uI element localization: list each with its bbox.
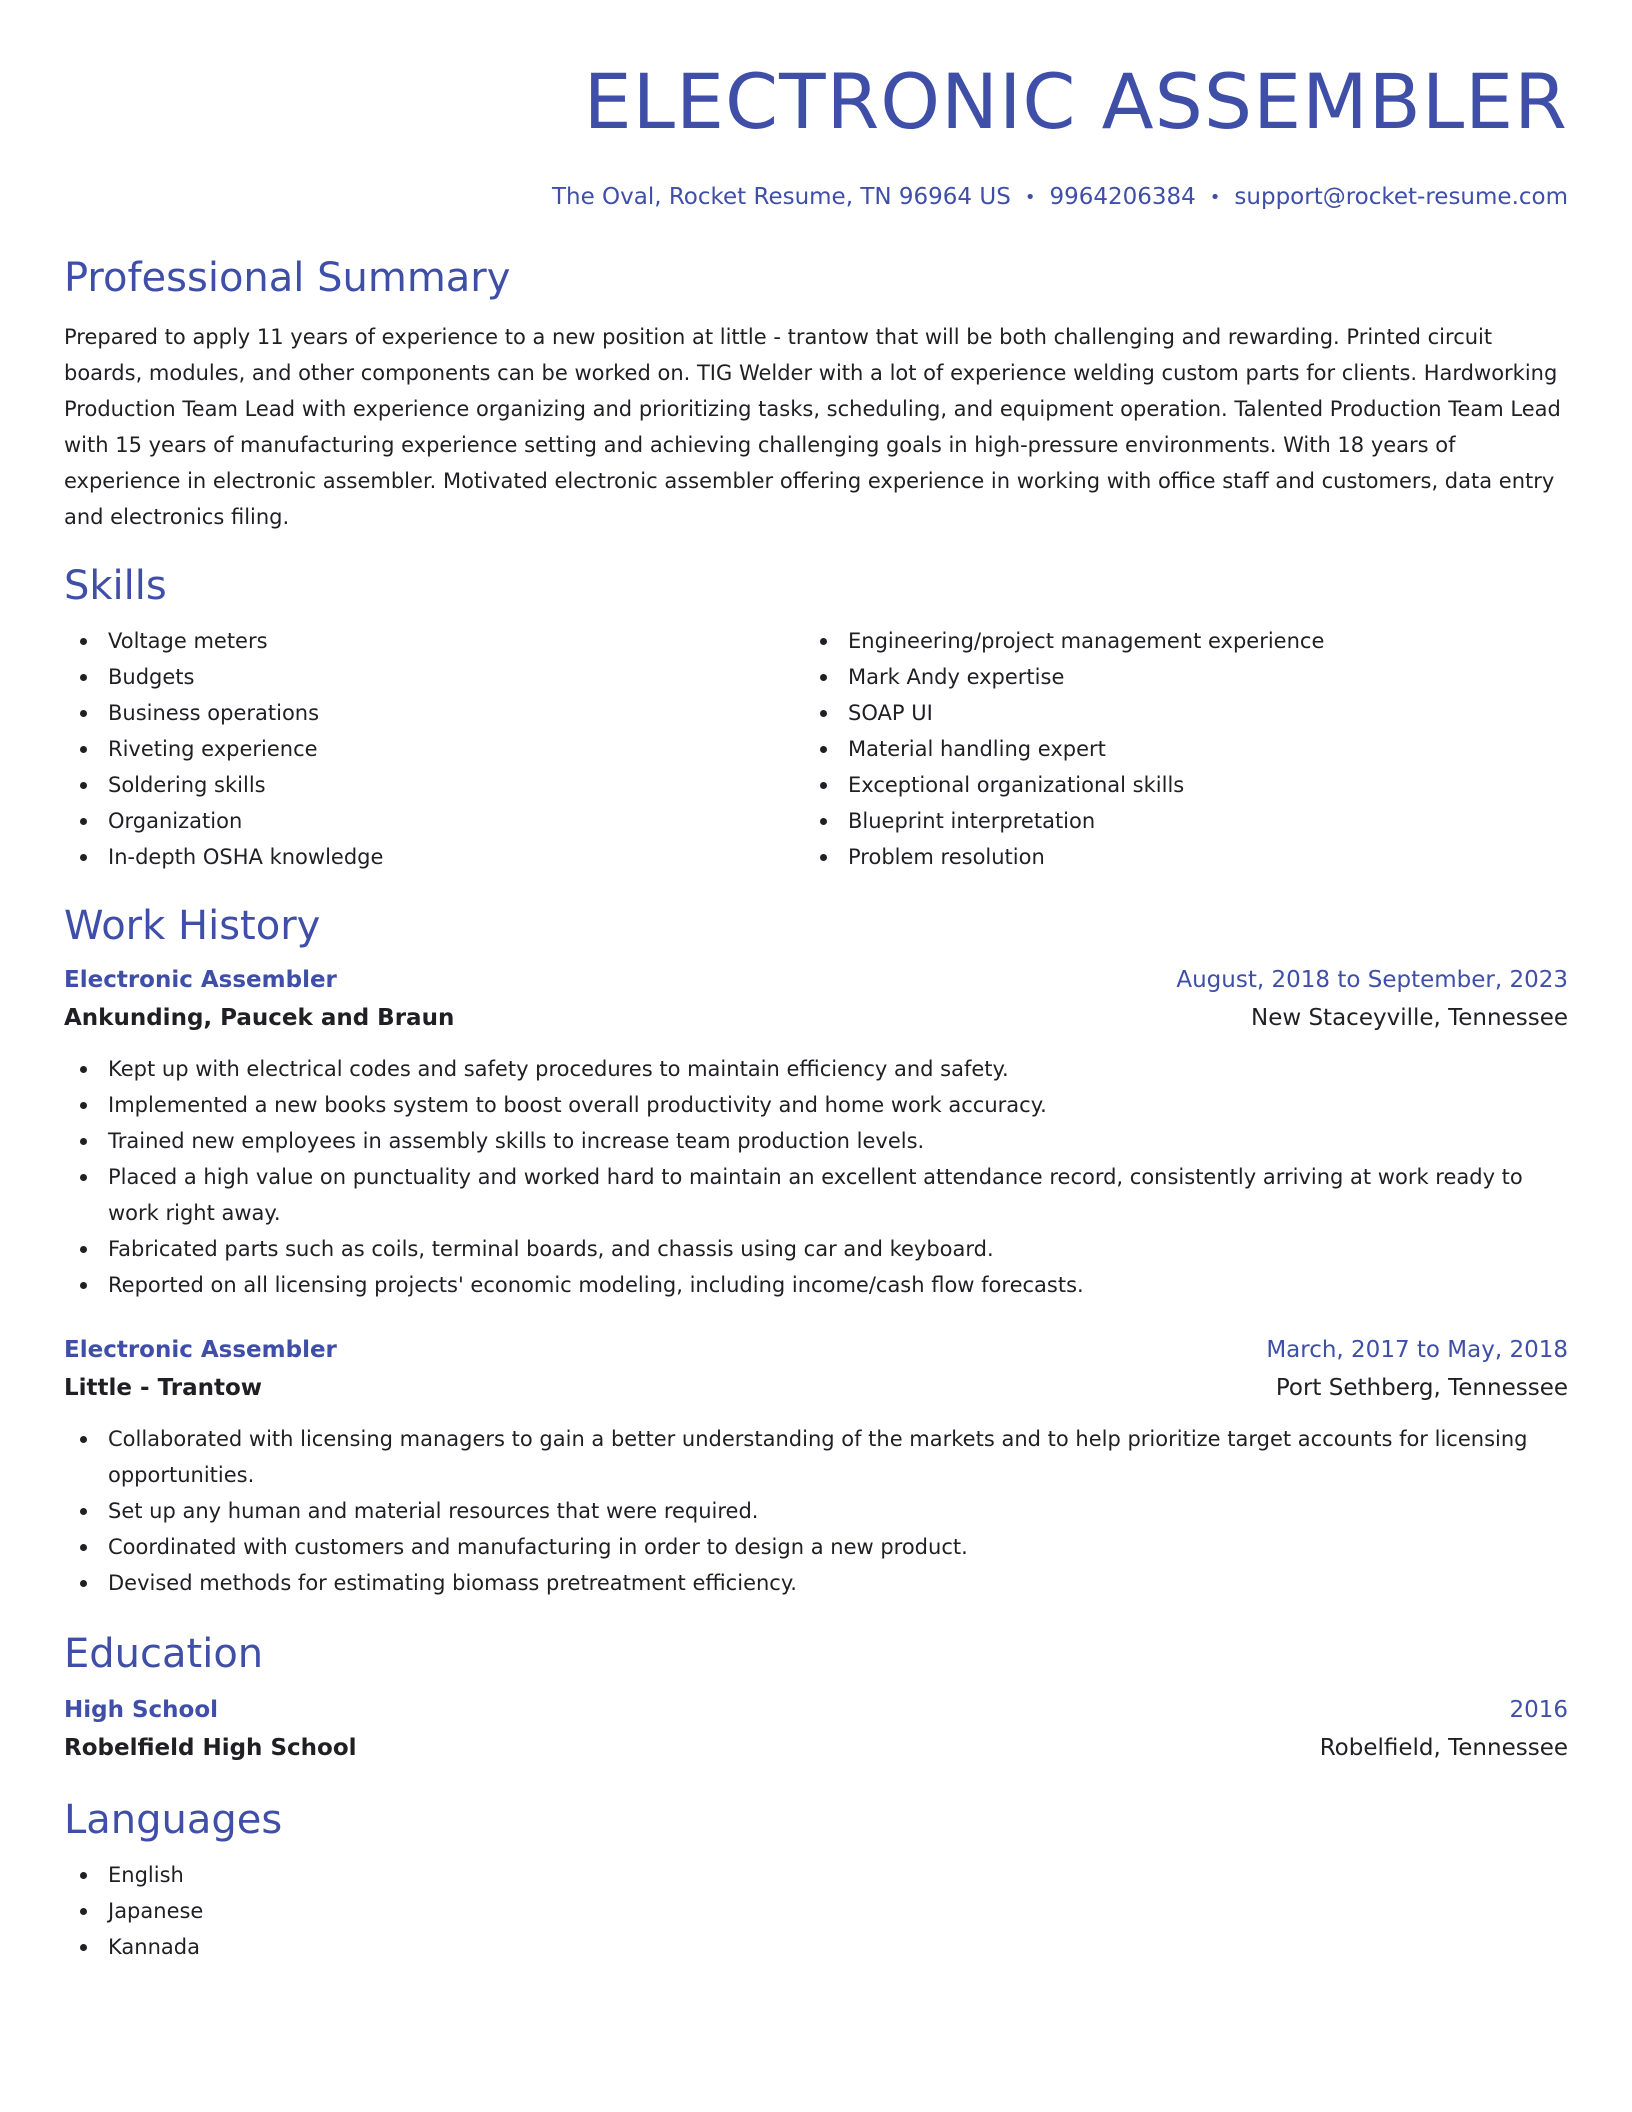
- contact-email[interactable]: support@rocket-resume.com: [1234, 184, 1568, 210]
- skill-item: Riveting experience: [64, 731, 804, 767]
- job-bullet: Collaborated with licensing managers to gain a better understanding of the markets and to help prioritize target accounts for licensing opportunities.: [64, 1421, 1568, 1493]
- languages-heading: Languages: [64, 1796, 283, 1843]
- job-company: Ankunding, Paucek and Braun: [64, 1004, 455, 1031]
- education-degree: High School: [64, 1696, 219, 1723]
- language-item: Japanese: [64, 1893, 1568, 1929]
- skills-columns: [64, 623, 1568, 875]
- languages-list: [64, 1857, 1568, 1965]
- job-header: [64, 961, 1568, 999]
- job-entry: [64, 1331, 1568, 1601]
- skill-item: Organization: [64, 803, 804, 839]
- skill-item: Exceptional organizational skills: [804, 767, 1544, 803]
- job-dates: March, 2017 to May, 2018: [1266, 1336, 1568, 1363]
- education-subheader: [64, 1729, 1568, 1767]
- contact-separator: •: [1209, 186, 1221, 208]
- job-location: Port Sethberg, Tennessee: [1275, 1374, 1568, 1401]
- education-year: 2016: [1509, 1696, 1568, 1723]
- job-bullet: Set up any human and material resources that were required.: [64, 1493, 1568, 1529]
- job-location: New Staceyville, Tennessee: [1250, 1004, 1568, 1031]
- education-header: [64, 1691, 1568, 1729]
- skill-item: Mark Andy expertise: [804, 659, 1544, 695]
- skills-heading: Skills: [64, 562, 167, 609]
- job-company: Little - Trantow: [64, 1374, 263, 1401]
- job-bullet: Implemented a new books system to boost overall productivity and home work accuracy.: [64, 1087, 1568, 1123]
- education-heading: Education: [64, 1630, 264, 1677]
- job-bullet: Fabricated parts such as coils, terminal boards, and chassis using car and keyboard.: [64, 1231, 1568, 1267]
- contact-line: [64, 182, 1568, 213]
- job-bullet: Placed a high value on punctuality and worked hard to maintain an excellent attendance record, consistently arriving at work ready to work right away.: [64, 1159, 1568, 1231]
- summary-heading: Professional Summary: [64, 254, 511, 301]
- education-entry: [64, 1691, 1568, 1767]
- job-bullet: Reported on all licensing projects' economic modeling, including income/cash flow forecasts.: [64, 1267, 1568, 1303]
- job-subheader: [64, 999, 1568, 1037]
- skill-item: SOAP UI: [804, 695, 1544, 731]
- job-entry: [64, 961, 1568, 1303]
- skill-item: Problem resolution: [804, 839, 1544, 875]
- skill-item: In-depth OSHA knowledge: [64, 839, 804, 875]
- candidate-name: ELECTRONIC ASSEMBLER: [583, 57, 1568, 146]
- skill-item: Voltage meters: [64, 623, 804, 659]
- job-bullets: [64, 1421, 1568, 1601]
- contact-address: The Oval, Rocket Resume, TN 96964 US: [551, 184, 1011, 210]
- skill-item: Business operations: [64, 695, 804, 731]
- skill-item: Budgets: [64, 659, 804, 695]
- language-item: Kannada: [64, 1929, 1568, 1965]
- skills-list-left: [64, 623, 804, 875]
- job-bullets: [64, 1051, 1568, 1303]
- job-bullet: Coordinated with customers and manufacturing in order to design a new product.: [64, 1529, 1568, 1565]
- contact-phone: 9964206384: [1049, 184, 1196, 210]
- work-history-heading: Work History: [64, 902, 321, 949]
- education-school: Robelfield High School: [64, 1734, 357, 1761]
- summary-text: Prepared to apply 11 years of experience to a new position at little - trantow that will be both challenging and rewarding. Printed circuit boards, modules, and other components can be worked on. TIG Welder with a lot of experience welding custom parts for clients. Hardworking Production Team Lead with experience organizing and prioritizing tasks, scheduling, and equipment operation. Talented Production Team Lead with 15 years of manufacturing experience setting and achieving challenging goals in high-pressure environments. With 18 years of experience in electronic assembler. Motivated electronic assembler offering experience in working with office staff and customers, data entry and electronics filing.: [64, 324, 1561, 529]
- skill-item: Blueprint interpretation: [804, 803, 1544, 839]
- skill-item: Engineering/project management experience: [804, 623, 1544, 659]
- skill-item: Soldering skills: [64, 767, 804, 803]
- contact-separator: •: [1024, 186, 1036, 208]
- education-location: Robelfield, Tennessee: [1319, 1734, 1568, 1761]
- skills-list-right: [804, 623, 1544, 875]
- job-header: [64, 1331, 1568, 1369]
- job-bullet: Kept up with electrical codes and safety procedures to maintain efficiency and safety.: [64, 1051, 1568, 1087]
- job-title: Electronic Assembler: [64, 966, 337, 993]
- job-bullet: Trained new employees in assembly skills to increase team production levels.: [64, 1123, 1568, 1159]
- job-bullet: Devised methods for estimating biomass pretreatment efficiency.: [64, 1565, 1568, 1601]
- job-subheader: [64, 1369, 1568, 1407]
- job-dates: August, 2018 to September, 2023: [1176, 966, 1568, 993]
- skill-item: Material handling expert: [804, 731, 1544, 767]
- language-item: English: [64, 1857, 1568, 1893]
- job-title: Electronic Assembler: [64, 1336, 337, 1363]
